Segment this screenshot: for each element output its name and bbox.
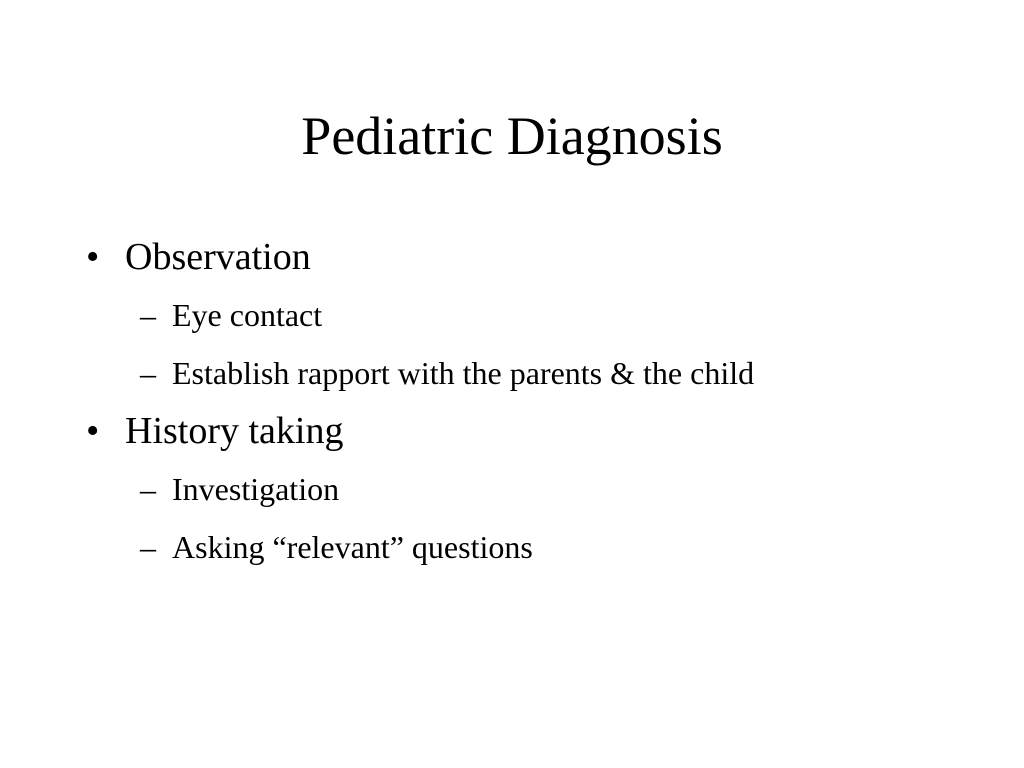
sub-bullet-text-eye-contact: Eye contact [172,297,323,333]
slide-title: Pediatric Diagnosis [301,106,723,166]
sub-bullet-item [0,286,1024,344]
sub-bullet-item [0,518,1024,576]
bullet-item [0,228,1024,286]
sub-bullet-item [0,344,1024,402]
bullet-text-observation: Observation [125,236,311,278]
sub-bullet-marker: – [140,529,156,565]
sub-bullet-text-investigation: Investigation [172,471,340,507]
bullet-marker: • [86,410,100,452]
sub-bullet-marker: – [140,471,156,507]
bullet-text-history-taking: History taking [125,410,344,452]
sub-bullet-marker: – [140,297,156,333]
sub-bullet-text-establish-rapport: Establish rapport with the parents & the child [172,355,755,391]
slide-body [0,228,1024,576]
bullet-item [0,402,1024,460]
bullet-marker: • [86,236,100,278]
sub-bullet-marker: – [140,355,156,391]
sub-bullet-text-asking-questions: Asking “relevant” questions [172,529,533,565]
sub-bullet-item [0,460,1024,518]
